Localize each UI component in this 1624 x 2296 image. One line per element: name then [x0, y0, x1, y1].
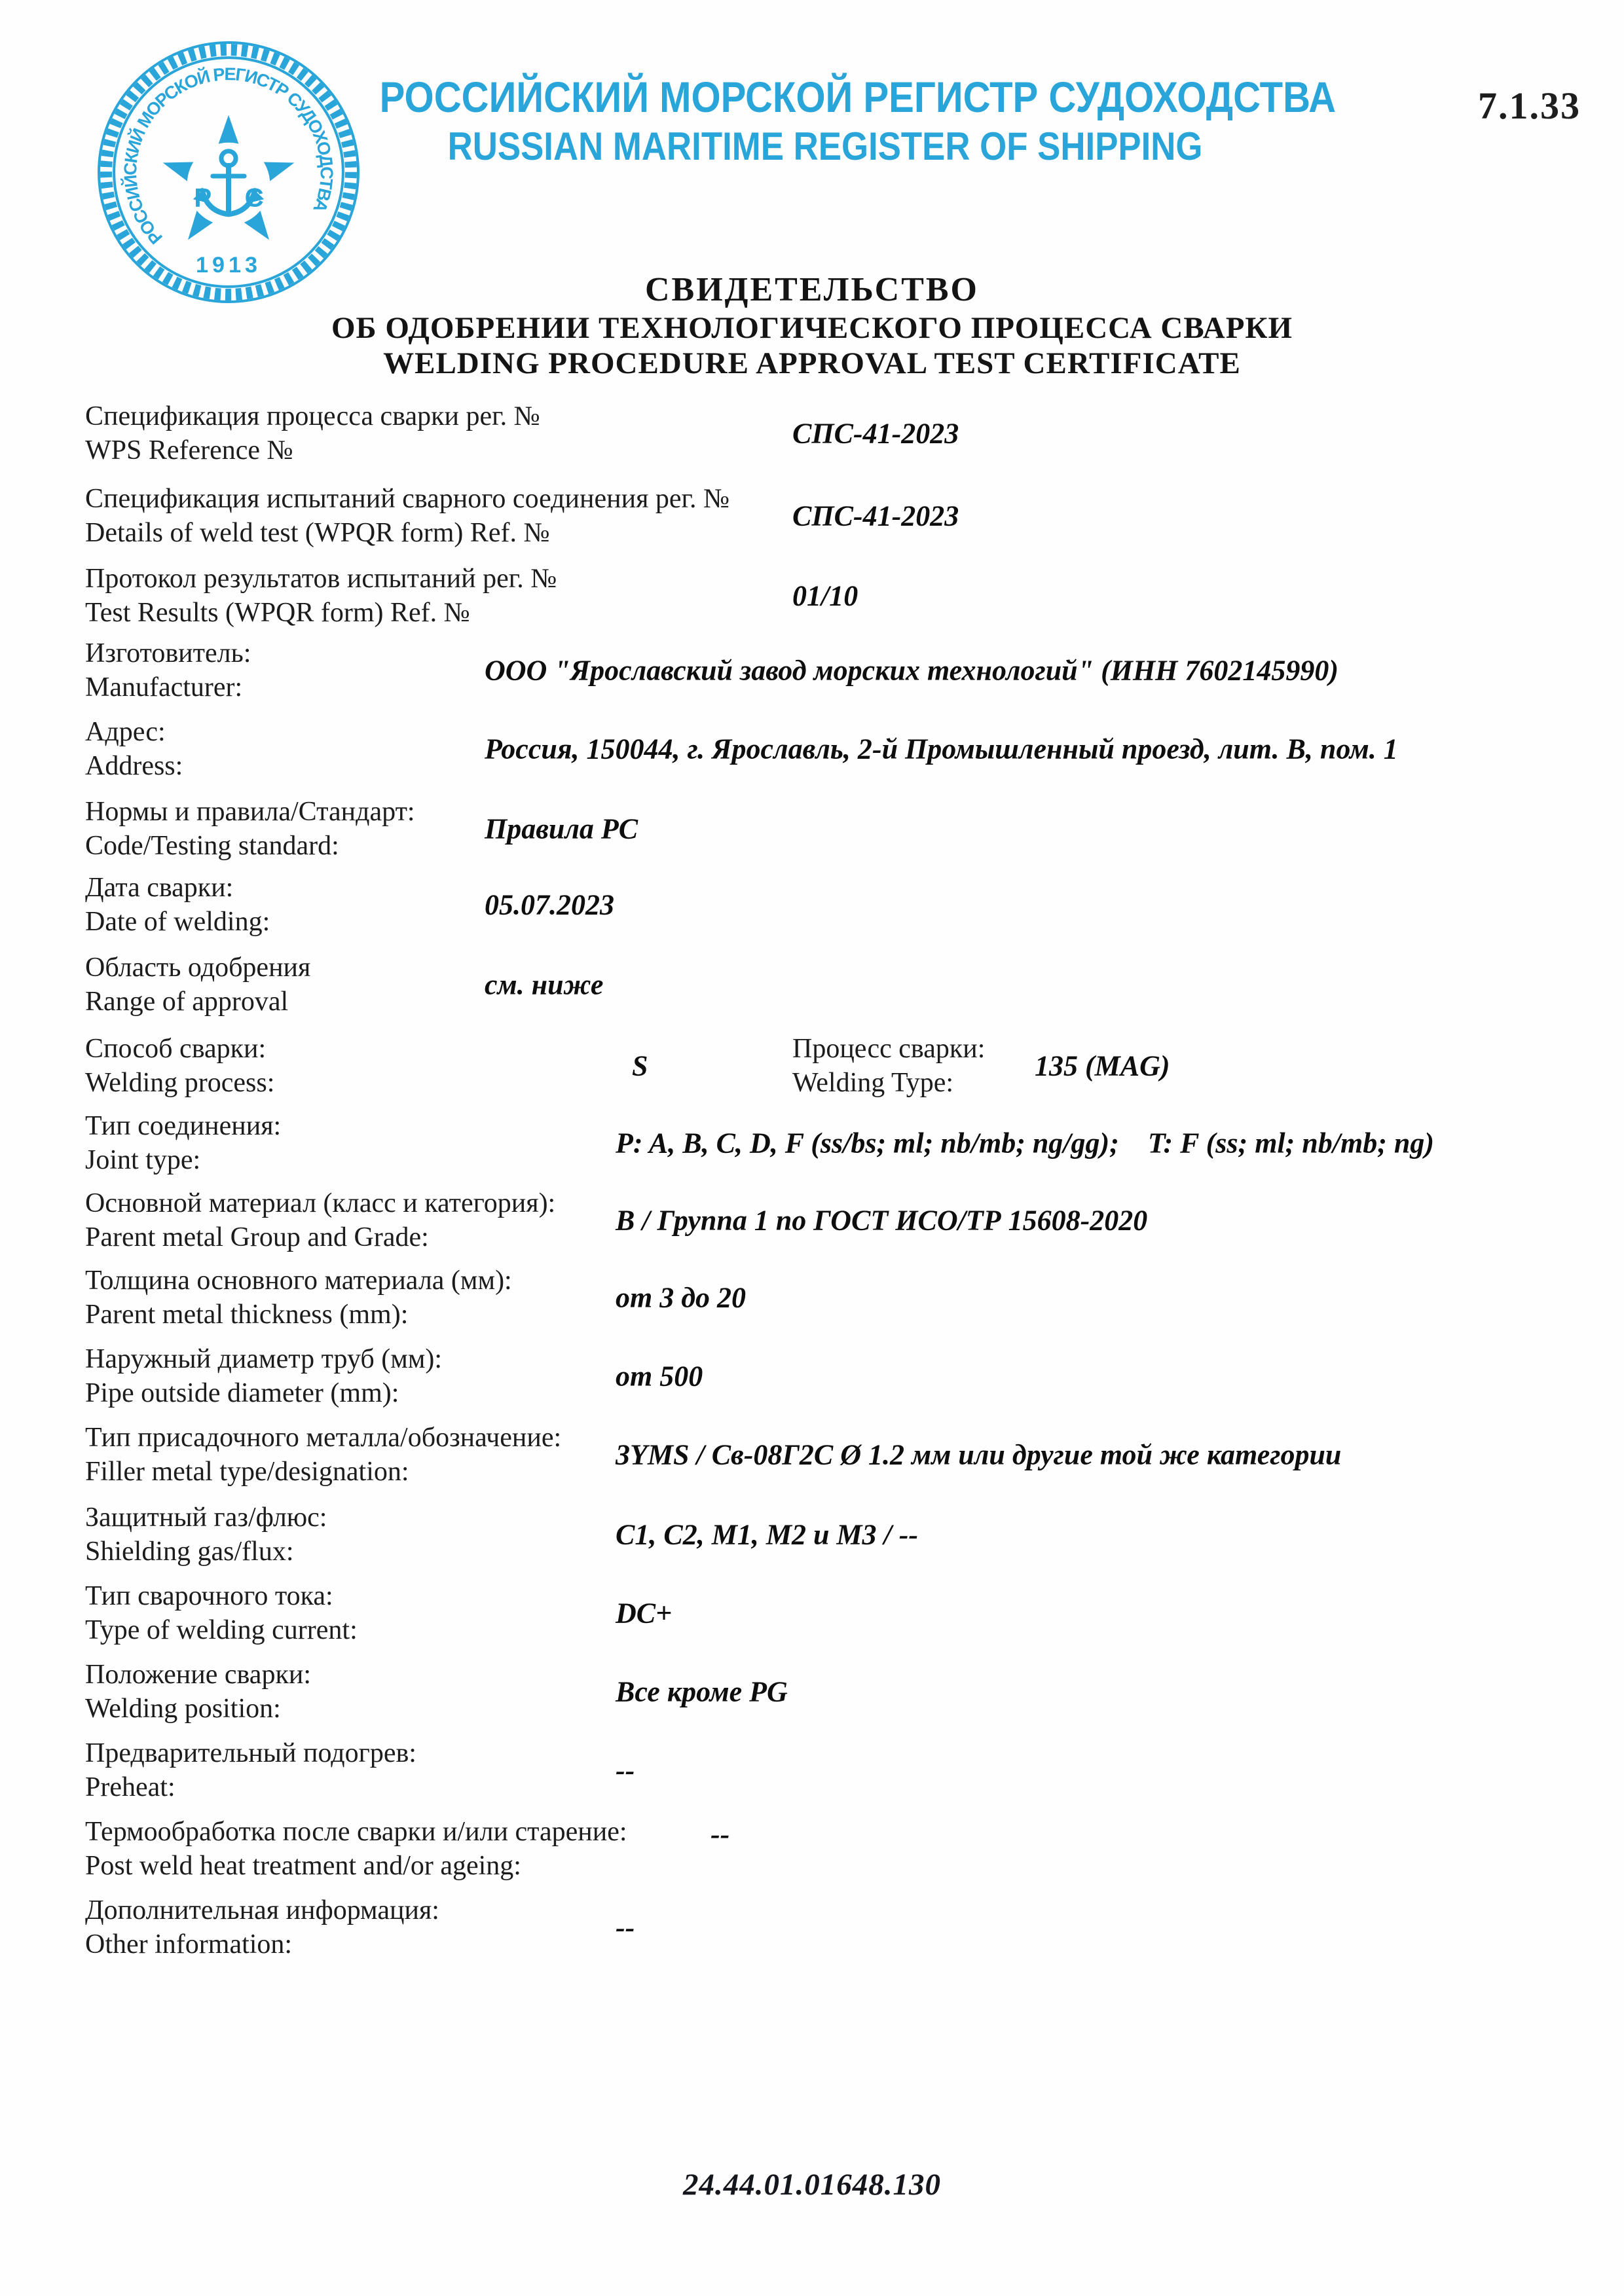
logo-monogram-left: Р — [194, 183, 212, 213]
field-value: -- — [616, 1911, 635, 1944]
field-label-ru: Положение сварки: — [85, 1660, 312, 1690]
field-row-date-of-welding — [0, 871, 1624, 939]
field-label-en: Post weld heat treatment and/or ageing: — [85, 1851, 521, 1881]
field-label-ru: Спецификация испытаний сварного соединения рег. № — [85, 484, 730, 514]
field-label-en: WPS Reference № — [85, 435, 293, 465]
field-label-en: Manufacturer: — [85, 672, 243, 702]
field-labels — [85, 636, 251, 704]
field-label-ru: Тип сварочного тока: — [85, 1581, 333, 1611]
field-labels — [85, 399, 540, 467]
field-labels — [85, 871, 270, 939]
field-value: от 500 — [616, 1360, 703, 1393]
field-row-address — [0, 715, 1624, 783]
field-row-shielding-gas — [0, 1501, 1624, 1569]
field-value: S — [632, 1049, 648, 1082]
field-value: 3YMS / Св-08Г2С Ø 1.2 мм или другие той же категории — [616, 1438, 1342, 1471]
field-label-ru: Наружный диаметр труб (мм): — [85, 1344, 443, 1374]
field-labels — [85, 1658, 311, 1726]
field-label-en: Address: — [85, 751, 183, 781]
field-label-ru: Область одобрения — [85, 953, 311, 983]
field-labels — [85, 1893, 439, 1961]
field-value: -- — [616, 1754, 635, 1787]
field-label-ru: Адрес: — [85, 717, 166, 747]
field-label-en: Welding process: — [85, 1068, 275, 1098]
field-label-ru: Основной материал (класс и категория): — [85, 1188, 556, 1218]
field-row-other-information — [0, 1893, 1624, 1961]
field-labels — [85, 1579, 358, 1647]
field-label-en: Parent metal Group and Grade: — [85, 1222, 429, 1252]
field-labels — [85, 562, 557, 630]
field-row-pwht — [0, 1815, 1624, 1883]
field-label-en: Code/Testing standard: — [85, 831, 339, 861]
field-labels-welding-type — [792, 1032, 985, 1100]
field-value: Россия, 150044, г. Ярославль, 2-й Промышленный проезд, лит. В, пом. 1 — [485, 733, 1398, 765]
field-label-en: Date of welding: — [85, 907, 270, 937]
org-name-ru: РОССИЙСКИЙ МОРСКОЙ РЕГИСТР СУДОХОДСТВА — [379, 73, 1337, 121]
field-value-welding-type: 135 (MAG) — [1035, 1049, 1170, 1082]
field-label-ru: Защитный газ/флюс: — [85, 1503, 327, 1533]
title-line-2: ОБ ОДОБРЕНИИ ТЕХНОЛОГИЧЕСКОГО ПРОЦЕССА СВАРКИ — [331, 311, 1293, 345]
field-label-en: Other information: — [85, 1929, 293, 1959]
field-label-en: Joint type: — [85, 1145, 201, 1175]
field-value: ООО "Ярославский завод морских технологий" (ИНН 7602145990) — [485, 654, 1339, 687]
field-labels — [85, 482, 729, 550]
field-labels — [85, 1109, 281, 1177]
field-value: см. ниже — [485, 968, 604, 1001]
form-code: 7.1.33 — [1478, 84, 1581, 127]
field-label-ru: Способ сварки: — [85, 1034, 267, 1064]
field-label-ru: Спецификация процесса сварки рег. № — [85, 401, 540, 431]
field-labels — [85, 1501, 327, 1569]
document-number: 24.44.01.01648.130 — [683, 2168, 941, 2202]
title-line-1: СВИДЕТЕЛЬСТВО — [644, 271, 980, 308]
field-label-en: Filler metal type/designation: — [85, 1457, 409, 1487]
field-value: Правила РС — [485, 812, 638, 845]
field-labels — [85, 1815, 627, 1883]
field-label-ru: Процесс сварки: — [792, 1034, 986, 1064]
field-value: DC+ — [616, 1597, 673, 1630]
field-row-test-results — [0, 562, 1624, 630]
field-value: Все кроме PG — [616, 1675, 788, 1708]
field-value: В / Группа 1 по ГОСТ ИСО/ТР 15608-2020 — [616, 1204, 1148, 1237]
field-labels — [85, 1421, 561, 1489]
field-labels — [85, 1032, 274, 1100]
field-row-joint-type — [0, 1109, 1624, 1177]
field-value: 01/10 — [792, 579, 858, 612]
field-label-en: Shielding gas/flux: — [85, 1537, 294, 1567]
field-labels — [85, 1736, 416, 1804]
field-label-en: Pipe outside diameter (mm): — [85, 1378, 399, 1408]
field-value: -- — [710, 1818, 730, 1850]
field-label-ru: Тип соединения: — [85, 1111, 282, 1141]
field-labels — [85, 1186, 555, 1254]
field-labels — [85, 795, 415, 863]
field-value: C1, C2, M1, M2 и М3 / -- — [616, 1518, 919, 1551]
logo-year: 1913 — [195, 252, 262, 278]
field-row-code-standard — [0, 795, 1624, 863]
logo-ring-text: РОССИЙСКИЙ МОРСКОЙ РЕГИСТР СУДОХОДСТВА — [120, 64, 337, 249]
field-row-wps-reference — [0, 399, 1624, 467]
field-row-welding-process — [0, 1032, 1624, 1100]
field-value: P: A, B, C, D, F (ss/bs; ml; nb/mb; ng/gg); T: F (ss; ml; nb/mb; ng) — [616, 1127, 1435, 1159]
field-label-en: Test Results (WPQR form) Ref. № — [85, 598, 470, 628]
field-label-en: Welding Type: — [792, 1068, 954, 1098]
field-label-en: Preheat: — [85, 1772, 175, 1802]
field-label-ru: Толщина основного материала (мм): — [85, 1266, 512, 1296]
org-name-block — [314, 71, 1336, 170]
logo-monogram-right: С — [244, 183, 264, 213]
field-value: 05.07.2023 — [485, 888, 614, 921]
title-line-3: WELDING PROCEDURE APPROVAL TEST CERTIFICATE — [383, 346, 1241, 380]
field-labels — [85, 951, 310, 1019]
field-row-welding-current — [0, 1579, 1624, 1647]
field-row-parent-metal — [0, 1186, 1624, 1254]
field-value: СПС-41-2023 — [792, 500, 959, 532]
field-label-en: Type of welding current: — [85, 1615, 358, 1645]
field-row-manufacturer — [0, 636, 1624, 704]
field-row-welding-position — [0, 1658, 1624, 1726]
field-label-ru: Протокол результатов испытаний рег. № — [85, 564, 557, 594]
field-label-en: Range of approval — [85, 987, 289, 1017]
field-value: от 3 до 20 — [616, 1281, 747, 1314]
field-label-ru: Термообработка после сварки и/или старение: — [85, 1817, 627, 1847]
field-row-parent-metal-thickness — [0, 1264, 1624, 1332]
field-label-ru: Дата сварки: — [85, 873, 234, 903]
field-labels — [85, 715, 183, 783]
field-label-en: Welding position: — [85, 1694, 281, 1724]
field-label-ru: Предварительный подогрев: — [85, 1738, 416, 1768]
field-value: СПС-41-2023 — [792, 417, 959, 450]
field-label-ru: Дополнительная информация: — [85, 1895, 439, 1925]
field-row-pipe-diameter — [0, 1342, 1624, 1410]
field-labels — [85, 1342, 442, 1410]
field-row-wpqr-reference — [0, 482, 1624, 550]
field-label-en: Parent metal thickness (mm): — [85, 1300, 409, 1330]
field-label-ru: Нормы и правила/Стандарт: — [85, 797, 415, 827]
org-name-en: RUSSIAN MARITIME REGISTER OF SHIPPING — [447, 124, 1203, 168]
certificate-title — [7, 270, 1617, 381]
field-label-en: Details of weld test (WPQR form) Ref. № — [85, 518, 550, 548]
field-label-ru: Изготовитель: — [85, 638, 251, 668]
field-row-range-of-approval — [0, 951, 1624, 1019]
field-row-preheat — [0, 1736, 1624, 1804]
field-labels — [85, 1264, 512, 1332]
field-label-ru: Тип присадочного металла/обозначение: — [85, 1423, 562, 1453]
field-row-filler-metal — [0, 1421, 1624, 1489]
